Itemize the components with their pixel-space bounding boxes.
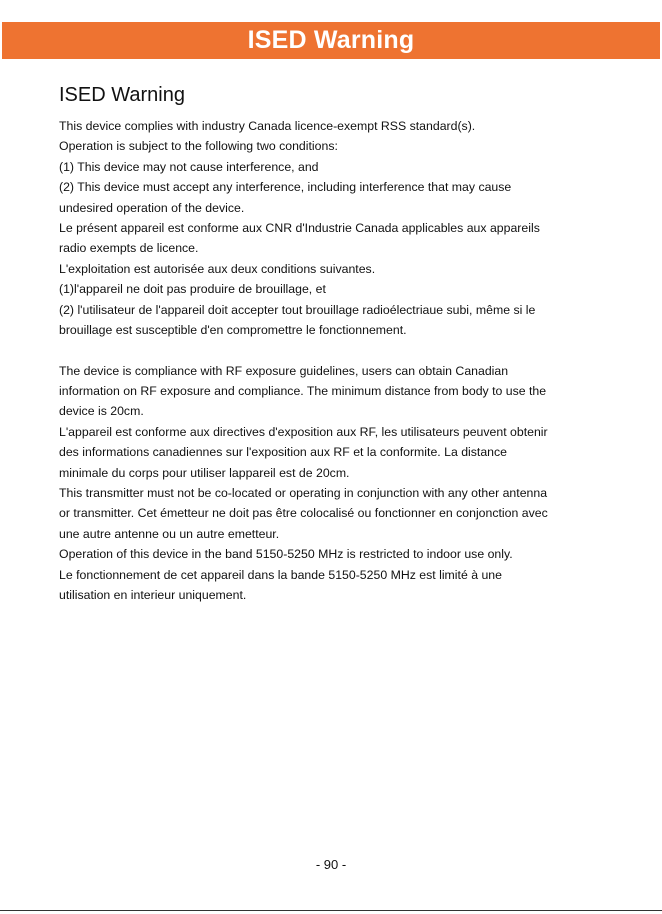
section-heading: ISED Warning <box>59 84 185 106</box>
header-title: ISED Warning <box>247 26 415 54</box>
text-line: Operation of this device in the band 5150-5250 MHz is restricted to indoor use only. <box>59 547 513 562</box>
text-line: L'exploitation est autorisée aux deux conditions suivantes. <box>59 261 376 276</box>
body-text <box>59 116 619 605</box>
text-line: device is 20cm. <box>59 404 144 419</box>
text-line: Le présent appareil est conforme aux CNR d'Industrie Canada applicables aux appareils <box>59 220 540 235</box>
text-line: L'appareil est conforme aux directives d'exposition aux RF, les utilisateurs peuvent obtenir <box>59 424 548 439</box>
text-line: or transmitter. Cet émetteur ne doit pas être colocalisé ou fonctionner en conjonction avec <box>59 506 548 521</box>
text-line: information on RF exposure and compliance. The minimum distance from body to use the <box>59 384 547 399</box>
text-line: utilisation en interieur uniquement. <box>59 587 247 602</box>
text-line: une autre antenne ou un autre emetteur. <box>59 526 280 541</box>
text-line: The device is compliance with RF exposure guidelines, users can obtain Canadian <box>59 363 509 378</box>
text-line: (1)l'appareil ne doit pas produire de brouillage, et <box>59 282 326 297</box>
text-line: Operation is subject to the following two conditions: <box>59 139 338 154</box>
text-line: (2) This device must accept any interference, including interference that may cause <box>59 180 512 195</box>
text-line: undesired operation of the device. <box>59 200 245 215</box>
text-line: radio exempts de licence. <box>59 241 199 256</box>
text-line: brouillage est susceptible d'en compromettre le fonctionnement. <box>59 322 407 337</box>
page-number: - 90 - <box>315 857 347 872</box>
text-line: This device complies with industry Canada licence-exempt RSS standard(s). <box>59 119 476 133</box>
paragraph-spacer <box>59 340 619 360</box>
paragraph-ised-conditions <box>59 116 619 340</box>
paragraph-rf-exposure <box>59 361 619 606</box>
footer-divider <box>0 910 662 911</box>
text-line: (2) l'utilisateur de l'appareil doit accepter tout brouillage radioélectriaue subi, même si le <box>59 302 536 317</box>
text-line: Le fonctionnement de cet appareil dans la bande 5150-5250 MHz est limité à une <box>59 567 502 582</box>
text-line: des informations canadiennes sur l'exposition aux RF et la conformite. La distance <box>59 445 508 460</box>
text-line: minimale du corps pour utiliser lappareil est de 20cm. <box>59 465 350 480</box>
text-line: This transmitter must not be co-located or operating in conjunction with any other antenna <box>59 486 548 501</box>
text-line: (1) This device may not cause interference, and <box>59 159 319 174</box>
header-banner <box>2 22 660 59</box>
